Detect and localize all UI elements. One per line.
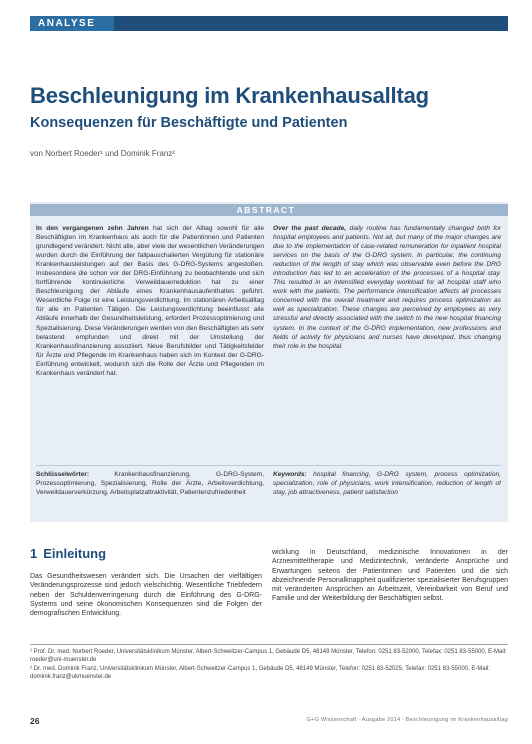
keywords-divider <box>36 465 501 466</box>
article-authors: von Norbert Roeder¹ und Dominik Franz² <box>30 149 175 158</box>
footnotes <box>30 648 508 692</box>
article-subtitle: Konsequenzen für Beschäftigte und Patienten <box>30 115 348 131</box>
abstract-heading: ABSTRACT <box>236 205 296 215</box>
keywords-english-label: Keywords: <box>273 471 307 478</box>
keywords-german <box>36 470 264 516</box>
section-title: Einleitung <box>43 546 107 561</box>
footnote-2: ² Dr. med. Dominik Franz, Universitätsklinikum Münster, Albert-Schweitzer-Campus 1, Gebäude D5, 48149 Münster, Telefon: 0251 83-52025, Telefax: 0251 83-55000, E-Mail: dominik.franz@ukmuenster.de <box>30 665 491 680</box>
article-title: Beschleunigung im Krankenhausalltag <box>30 83 429 108</box>
body-text-left: Das Gesundheitswesen verändert sich. Die Ursachen der vielfältigen Veränderungsprozesse sind jedoch vielschichtig. Wesentliche Triebfedern neben der Schuldenverringerung durch die Einführung des G-DRG-Systems und seine ökonomischen Konsequenzen sind die Folgen der demografischen Entwicklung. <box>30 573 262 618</box>
footnote-1: ¹ Prof. Dr. med. Norbert Roeder, Universitätsklinikum Münster, Albert-Schweitzer-Campus 1, Gebäude D5, 48149 Münster, Telefon: 0251 83-52000, Telefax: 0251 83-55000, E-Mail: roeder@uni-muenster.de <box>30 649 507 664</box>
footnote-divider <box>30 644 508 645</box>
keywords-english <box>273 470 501 516</box>
running-footer: G+G Wissenschaft · Ausgabe 2014 · Beschleunigung im Krankenhausalltag <box>306 717 508 723</box>
abstract-english <box>273 224 501 414</box>
section-label: ANALYSE <box>38 18 96 29</box>
page-number: 26 <box>30 716 40 726</box>
body-text-right: wicklung in Deutschland, medizinische Innovationen in der Arzneimitteltherapie und Medizintechnik, veränderte Ansprüche und Erwartungen seitens der Patientinnen und Patienten und die sich abzeichnende Personalknappheit qualifizierter spezialisierter Berufsgruppen mit veränderten Ansprüchen an Arbeitszeit, Vereinbarkeit von Beruf und Familie und der Weiterbildung der Beschäftigten selbst. <box>272 549 508 603</box>
section-heading <box>30 546 106 562</box>
abstract-english-text: daily routine has fundamentally changed both for hospital employees and patients. Not all, but many of the major changes are due to the implementation of case-related remuneration for inpatient hospital services on the basis of the G-DRG system. In particular, the continuing reduction of the length of stay which was observable even before the DRG introduction has led to an acceleration of the processes of a hospital stay. This resulted in an intensified everyday workload for all hospital staff who work with the patients. The performance intensification affects all processes concerned with the overall treatment and requires process optimization as well as specialization. These changes are perceived by employees as very stressful and directly associated with the switch to the new hospital financing system. In the context of the G-DRG implementation, new professions and fields of activity for physicians and nurses have developed, thus changing their role in the hospital. <box>273 225 501 350</box>
abstract-english-lead: Over the past decade, <box>273 225 347 232</box>
abstract-german-text: hat sich der Alltag sowohl für alle Beschäftigten im Krankenhaus als auch für die Patientinnen und Patienten grundlegend verändert. Nicht alle, aber viele der wesentlichen Veränderungen wurden durch die Einführung der fallpauschalierten Vergütung für stationäre Krankenhausleistungen auf der Basis des G-DRG-Systems angestoßen. Insbesondere die schon vor der DRG-Einführung zu beobachtende und sich fortführende kontinuierliche Verweildauerreduktion hat zu einer Beschleunigung der Abläufe eines Krankenhausaufenthaltes geführt. Wesentliche Folge ist eine Leistungsverdichtung. Im stationären Arbeitsalltag für alle im Patienten Tätigen. Die Leistungsverdichtung beeinflusst alle Abläufe innerhalb der Gesundheitsleistung, erfordert Prozessoptimierung und Spezialisierung. Diese Veränderungen werden von den Beschäftigten als sehr belastend empfunden und direkt mit der Umstellung der Krankenhausfinanzierung assoziiert. Neue Berufsbilder und Tätigkeitsfelder für Ärzte und Pflegende im Krankenhaus haben sich im Kontext der G-DRG-Einführung entwickelt, wodurch sich die Rolle der Ärzte und Pflegenden im Krankenhaus verändert hat. <box>36 225 264 377</box>
abstract-german <box>36 224 264 462</box>
keywords-english-text: hospital financing, G-DRG system, process optimization, specialization, role of physicians, work intensification, reduction of length of stay, job attractiveness, patient satisfaction <box>273 471 501 497</box>
keywords-german-label: Schlüsselwörter: <box>36 471 90 478</box>
abstract-german-lead: In den vergangenen zehn Jahren <box>36 225 149 232</box>
keywords-german-text: Krankenhausfinanzierung, G-DRG-System, Prozessoptimierung, Spezialisierung, Rolle der Ärzte, Arbeitsverdichtung, Verweildauerverkürzung, Arbeitsplatzattraktivität, Patientenzufriedenheit <box>36 471 264 497</box>
section-number: 1 <box>30 546 38 561</box>
